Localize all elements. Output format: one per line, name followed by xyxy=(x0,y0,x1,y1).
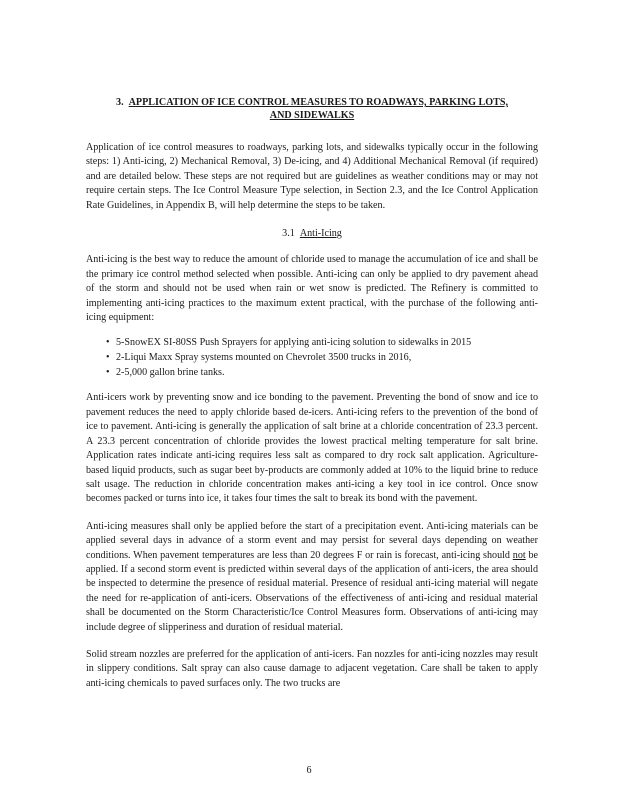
list-item: • 2-5,000 gallon brine tanks. xyxy=(106,365,538,380)
document-page xyxy=(86,96,538,691)
list-item: • 2-Liqui Maxx Spray systems mounted on Chevrolet 3500 trucks in 2016, xyxy=(106,350,538,365)
anti-icers-paragraph: Anti-icers work by preventing snow and ice bonding to the pavement. Preventing the bond of snow and ice to pavement reduces the need to apply chloride based de-icers. Anti-icing refers to the prevention of the bond of ice to pavement. Anti-icing is generally the application of salt brine at a chloride concentration of 23.3 percent. A 23.3 percent concentration of chloride provides the lowest practical melting temperature for salt brine. Application rates indicate anti-icing requires less salt as compared to dry rock salt application. Agriculture-based liquid products, such as sugar beet by-products are commonly added at 10% to the liquid brine to reduce salt usage. The reduction in chloride concentration makes anti-icing a key tool in ice control. Once snow becomes packed or turns into ice, it takes four times the salt to break its bond with the pavement. xyxy=(86,392,538,505)
equipment-list xyxy=(86,335,538,380)
page-number: 6 xyxy=(306,765,312,776)
section-number: 3. xyxy=(116,97,124,108)
emphasis-not: not xyxy=(512,549,526,561)
list-item: • 5-SnowEX SI-80SS Push Sprayers for applying anti-icing solution to sidewalks in 2015 xyxy=(106,335,538,350)
subsection-title: Anti-Icing xyxy=(299,228,342,240)
section-title-line-1: APPLICATION OF ICE CONTROL MEASURES TO ROADWAYS, PARKING LOTS, xyxy=(128,97,508,108)
section-heading xyxy=(86,96,538,122)
application-timing-paragraph xyxy=(86,520,538,635)
section-title-line-2: AND SIDEWALKS xyxy=(269,110,355,121)
anti-icing-paragraph: Anti-icing is the best way to reduce the amount of chloride used to manage the accumulation of ice and shall be the primary ice control method selected when possible. Anti-icing can only be applied to dry pavement ahead of the storm and should not be used when rain or wet snow is predicted. The Refinery is committed to implementing anti-icing practices to the maximum extent practical, with the purchase of the following anti-icing equipment: xyxy=(86,254,538,324)
paragraph-4-part-2: be applied. If a second storm event is predicted within several days of the application of anti-icers, the area should be inspected to determine the presence of residual material. Presence of residual anti-icing material will negate the need for re-application of anti-icers. Observations of the effectiveness of anti-icing and residual material shall be documented on the Storm Characteristic/Ice Control Measures form. Observations of anti-icing may include degree of slipperiness and duration of residual material. xyxy=(86,549,538,633)
subsection-heading xyxy=(86,227,538,241)
nozzles-paragraph: Solid stream nozzles are preferred for the application of anti-icers. Fan nozzles for anti-icing nozzles may result in slippery conditions. Salt spray can also cause damage to adjacent vegetation. Care shall be taken to apply anti-icing chemicals to paved surfaces only. The two trucks are xyxy=(86,648,538,689)
subsection-number: 3.1 xyxy=(282,228,295,240)
paragraph-4-part-1: Anti-icing measures shall only be applied before the start of a precipitation event. Anti-icing materials can be applied several days in advance of a storm event and may persist for several days depending on weather conditions. When pavement temperatures are less than 20 degrees F or rain is forecast, anti-icing should xyxy=(86,520,538,561)
intro-paragraph: Application of ice control measures to roadways, parking lots, and sidewalks typically occur in the following steps: 1) Anti-icing, 2) Mechanical Removal, 3) De-icing, and 4) Additional Mechanical Removal (if required) and are detailed below. These steps are not required but are guidelines as weather conditions may or may not require certain steps. The Ice Control Measure Type selection, in Section 2.3, and the Ice Control Application Rate Guidelines, in Appendix B, will help determine the steps to be taken. xyxy=(86,142,538,211)
